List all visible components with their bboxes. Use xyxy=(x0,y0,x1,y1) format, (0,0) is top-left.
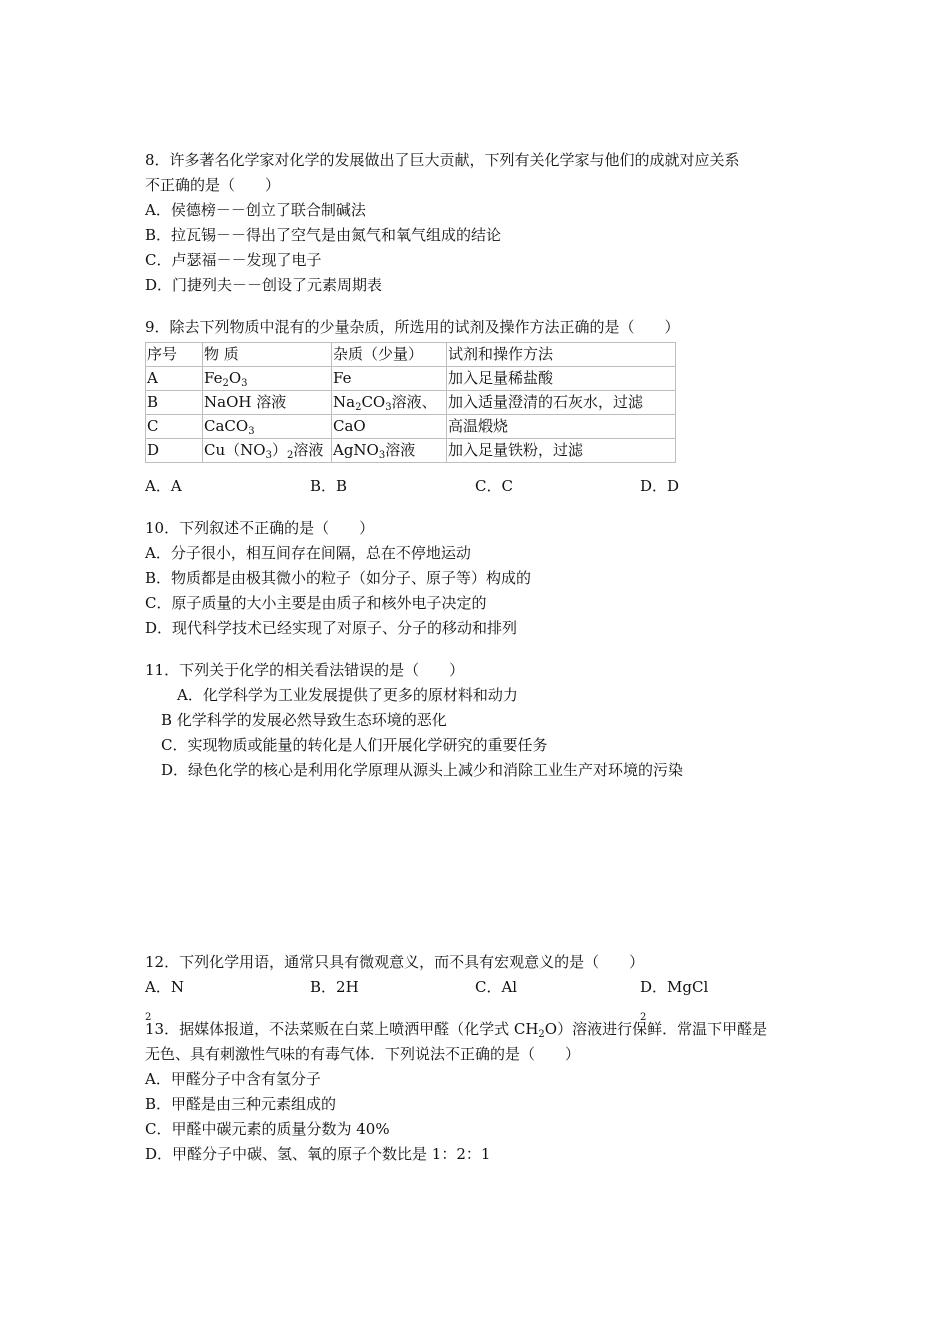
question-12 xyxy=(145,950,825,1023)
option-row xyxy=(145,975,825,1023)
option-d: D．绿色化学的核心是利用化学原理从源头上减少和消除工业生产对环境的污染 xyxy=(161,761,684,779)
table-header-cell: 试剂和操作方法 xyxy=(447,343,676,367)
option-a: A．侯德榜－－创立了联合制碱法 xyxy=(145,201,366,219)
option-b: B．B xyxy=(310,477,348,495)
table-row xyxy=(146,415,676,439)
table-cell-id: B xyxy=(146,391,203,415)
option-a: A．化学科学为工业发展提供了更多的原材料和动力 xyxy=(177,686,518,704)
option-b: B 化学科学的发展必然导致生态环境的恶化 xyxy=(161,711,447,729)
question-stem: 无色、具有刺激性气味的有毒气体．下列说法不正确的是（ ） xyxy=(145,1045,581,1063)
question-stem: 11．下列关于化学的相关看法错误的是（ ） xyxy=(145,661,465,679)
question-stem: 8．许多著名化学家对化学的发展做出了巨大贡献，下列有关化学家与他们的成就对应关系 xyxy=(145,151,740,169)
table-header-cell: 物 质 xyxy=(203,343,332,367)
question-stem: 13．据媒体报道，不法菜贩在白菜上喷洒甲醛（化学式 $CH_2O$）溶液进行保鲜．常温下甲醛是 xyxy=(145,1020,768,1040)
table-cell-id: A xyxy=(146,367,203,391)
table-cell-substance: NaOH 溶液 xyxy=(203,391,332,415)
option-b: B．2H xyxy=(310,978,359,996)
option-c: C．实现物质或能量的转化是人们开展化学研究的重要任务 xyxy=(161,736,548,754)
option-a: A．A xyxy=(145,477,182,495)
option-c: C．C xyxy=(475,477,513,495)
question-stem: 12．下列化学用语，通常只具有微观意义，而不具有宏观意义的是（ ） xyxy=(145,953,645,971)
option-d: D．门捷列夫－－创设了元素周期表 xyxy=(145,276,383,294)
table-cell-substance: $Cu(NO_3)_2$溶液 xyxy=(203,439,332,463)
table-row xyxy=(146,391,676,415)
question-11 xyxy=(145,658,825,783)
option-a: A．分子很小，相互间存在间隔，总在不停地运动 xyxy=(145,544,471,562)
question-stem: 不正确的是（ ） xyxy=(145,176,281,194)
question-9 xyxy=(145,315,825,499)
exam-page xyxy=(145,148,825,1184)
table-cell-method: 高温煅烧 xyxy=(447,415,676,439)
option-c: C．原子质量的大小主要是由质子和核外电子决定的 xyxy=(145,594,487,612)
option-b: B．拉瓦锡－－得出了空气是由氮气和氧气组成的结论 xyxy=(145,226,502,244)
option-row xyxy=(145,474,825,499)
question-stem: 10．下列叙述不正确的是（ ） xyxy=(145,519,375,537)
table-cell-method: 加入足量铁粉，过滤 xyxy=(447,439,676,463)
option-c: C．卢瑟福－－发现了电子 xyxy=(145,251,322,269)
option-a: A．$N_2$ xyxy=(145,978,184,1023)
table-header-cell: 杂质（少量） xyxy=(332,343,447,367)
blank-space xyxy=(145,800,825,950)
option-c: C．Al xyxy=(475,978,518,996)
option-d: D．现代科学技术已经实现了对原子、分子的移动和排列 xyxy=(145,619,518,637)
table-row xyxy=(146,367,676,391)
table-cell-substance: $Fe_2O_3$ xyxy=(203,367,332,391)
table-cell-impurity: CaO xyxy=(332,415,447,439)
table-cell-id: C xyxy=(146,415,203,439)
option-d: D．MgCl$_2$ xyxy=(640,978,709,1023)
question-10 xyxy=(145,516,825,641)
question-stem: 9．除去下列物质中混有的少量杂质，所选用的试剂及操作方法正确的是（ ） xyxy=(145,318,680,336)
table-cell-method: 加入足量稀盐酸 xyxy=(447,367,676,391)
table-row xyxy=(146,439,676,463)
table-cell-substance: CaCO$_3$ xyxy=(203,415,332,439)
option-b: B．物质都是由极其微小的粒子（如分子、原子等）构成的 xyxy=(145,569,532,587)
option-b: B．甲醛是由三种元素组成的 xyxy=(145,1095,337,1113)
option-a: A．甲醛分子中含有氢分子 xyxy=(145,1070,321,1088)
option-d: D．D xyxy=(640,477,680,495)
table-header-cell: 序号 xyxy=(146,343,203,367)
option-c: C．甲醛中碳元素的质量分数为 40% xyxy=(145,1120,390,1138)
table-header-row xyxy=(146,343,676,367)
impurity-table xyxy=(145,342,676,463)
question-13 xyxy=(145,1017,825,1167)
table-cell-id: D xyxy=(146,439,203,463)
table-cell-impurity: $Na_2CO_3$溶液、 xyxy=(332,391,447,415)
table-cell-impurity: Fe xyxy=(332,367,447,391)
option-d: D．甲醛分子中碳、氢、氧的原子个数比是 1：2：1 xyxy=(145,1145,491,1163)
question-8 xyxy=(145,148,825,298)
table-cell-method: 加入适量澄清的石灰水，过滤 xyxy=(447,391,676,415)
table-cell-impurity: AgNO$_3$溶液 xyxy=(332,439,447,463)
